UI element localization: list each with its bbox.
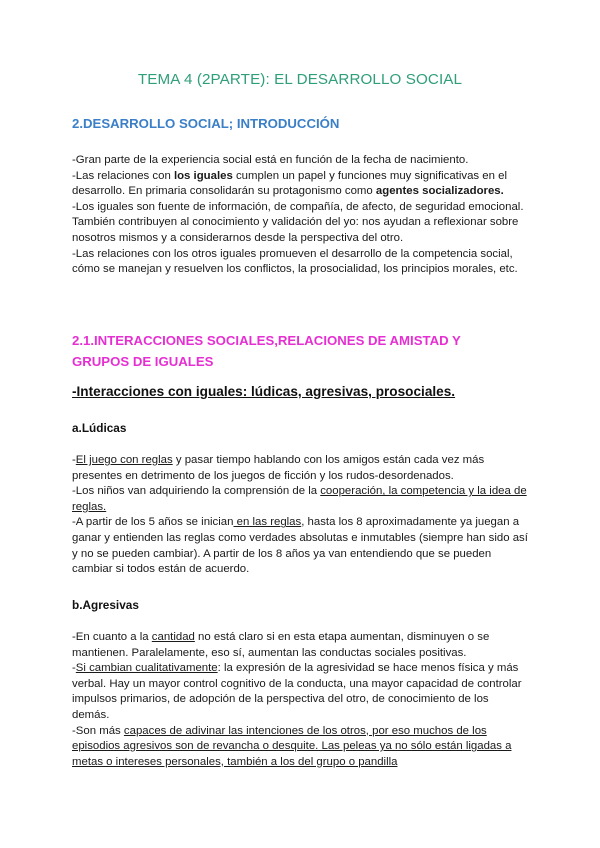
section-heading-introduccion: 2.DESARROLLO SOCIAL; INTRODUCCIÓN [72, 116, 340, 131]
text-span: -Los niños van adquiriendo la comprensión de la [72, 485, 321, 498]
text-span: no está claro si en esta etapa aumentan, disminuyen o se mantienen. Paralelamente, eso sí, aumentan las conductas sociales positivas. [72, 631, 490, 659]
agresivas-paragraph-3 [72, 724, 528, 771]
agresivas-paragraphs [72, 630, 528, 770]
subheading-ludicas: a.Lúdicas [72, 421, 127, 435]
text-span: : la expresión de la agresividad se hace menos física y más verbal. Hay un mayor control cognitivo de la conducta, una mayor capacidad de controlar impulsos primarios, de adopción de la perspectiva del otro, de conocimiento de los demás. [72, 662, 522, 721]
ludicas-paragraph-2 [72, 484, 528, 515]
section-heading-interacciones [72, 330, 461, 372]
agresivas-paragraph-2 [72, 661, 528, 723]
heading-line: 2.1.INTERACCIONES SOCIALES,RELACIONES DE AMISTAD Y [72, 333, 461, 348]
text-span: -A partir de los 5 años se inician [72, 516, 234, 529]
intro-paragraph-4: -Las relaciones con los otros iguales promueven el desarrollo de la competencia social, cómo se manejan y resuelven los conflictos, la prosocialidad, los principios morales, etc. [72, 247, 518, 276]
ludicas-paragraph-3 [72, 515, 528, 577]
subheading-interacciones-iguales: -Interacciones con iguales: lúdicas, agresivas, prosociales. [72, 384, 456, 399]
text-span: -Son más [72, 724, 124, 737]
ludicas-paragraph-1 [72, 453, 528, 484]
underlined-text: El juego con reglas [75, 454, 173, 466]
text-span: - [72, 454, 76, 466]
page-title: TEMA 4 (2PARTE): EL DESARROLLO SOCIAL [137, 71, 463, 88]
intro-paragraph-2 [72, 169, 528, 200]
heading-line: GRUPOS DE IGUALES [72, 354, 214, 369]
intro-paragraphs [72, 153, 528, 278]
underlined-text: en las reglas [233, 516, 302, 529]
text-span: , hasta los 8 aproximadamente ya juegan a ganar y entienden las reglas como verdades absolutas e inmutables (siempre han sido así y no se pueden cambiar). A partir de los 8 años ya van entendiendo que se pueden cambiar si todos están de acuerdo. [72, 516, 528, 576]
text-span: y pasar tiempo hablando con los amigos están cada vez más presentes en detrimento de los juegos de ficción y los rudos-desordenados. [72, 454, 485, 482]
underlined-text: cantidad [151, 631, 195, 643]
underlined-text: Si cambian cualitativamente [75, 662, 218, 675]
text-span: -Las relaciones con [72, 169, 174, 182]
bold-text: los iguales [173, 169, 233, 182]
underlined-text: capaces de adivinar las intenciones de los otros, por eso muchos de los episodios agresivos son de revancha o desquite. Las peleas ya no sólo están ligadas a metas o intereses personales, también a los del grupo o pandilla [72, 724, 512, 768]
agresivas-paragraph-1 [72, 630, 528, 661]
text-span: cumplen un papel y funciones muy significativas en el desarrollo. En primaria consolidarán su protagonismo como [72, 169, 507, 198]
intro-paragraph-1: -Gran parte de la experiencia social está en función de la fecha de nacimiento. [72, 154, 469, 166]
underlined-text: cooperación, la competencia y la idea de reglas. [72, 485, 527, 513]
subheading-agresivas: b.Agresivas [72, 598, 139, 612]
intro-paragraph-3: -Los iguales son fuente de información, de compañía, de afecto, de seguridad emocional. También contribuyen al conocimiento y validación del yo: nos ayudan a reflexionar sobre nosotros mismos y a considerarnos desde la perspectiva del otro. [72, 200, 524, 244]
text-span: -En cuanto a la [72, 631, 152, 643]
ludicas-paragraphs [72, 453, 528, 578]
text-span: - [72, 662, 76, 675]
bold-text: agentes socializadores. [375, 185, 504, 198]
